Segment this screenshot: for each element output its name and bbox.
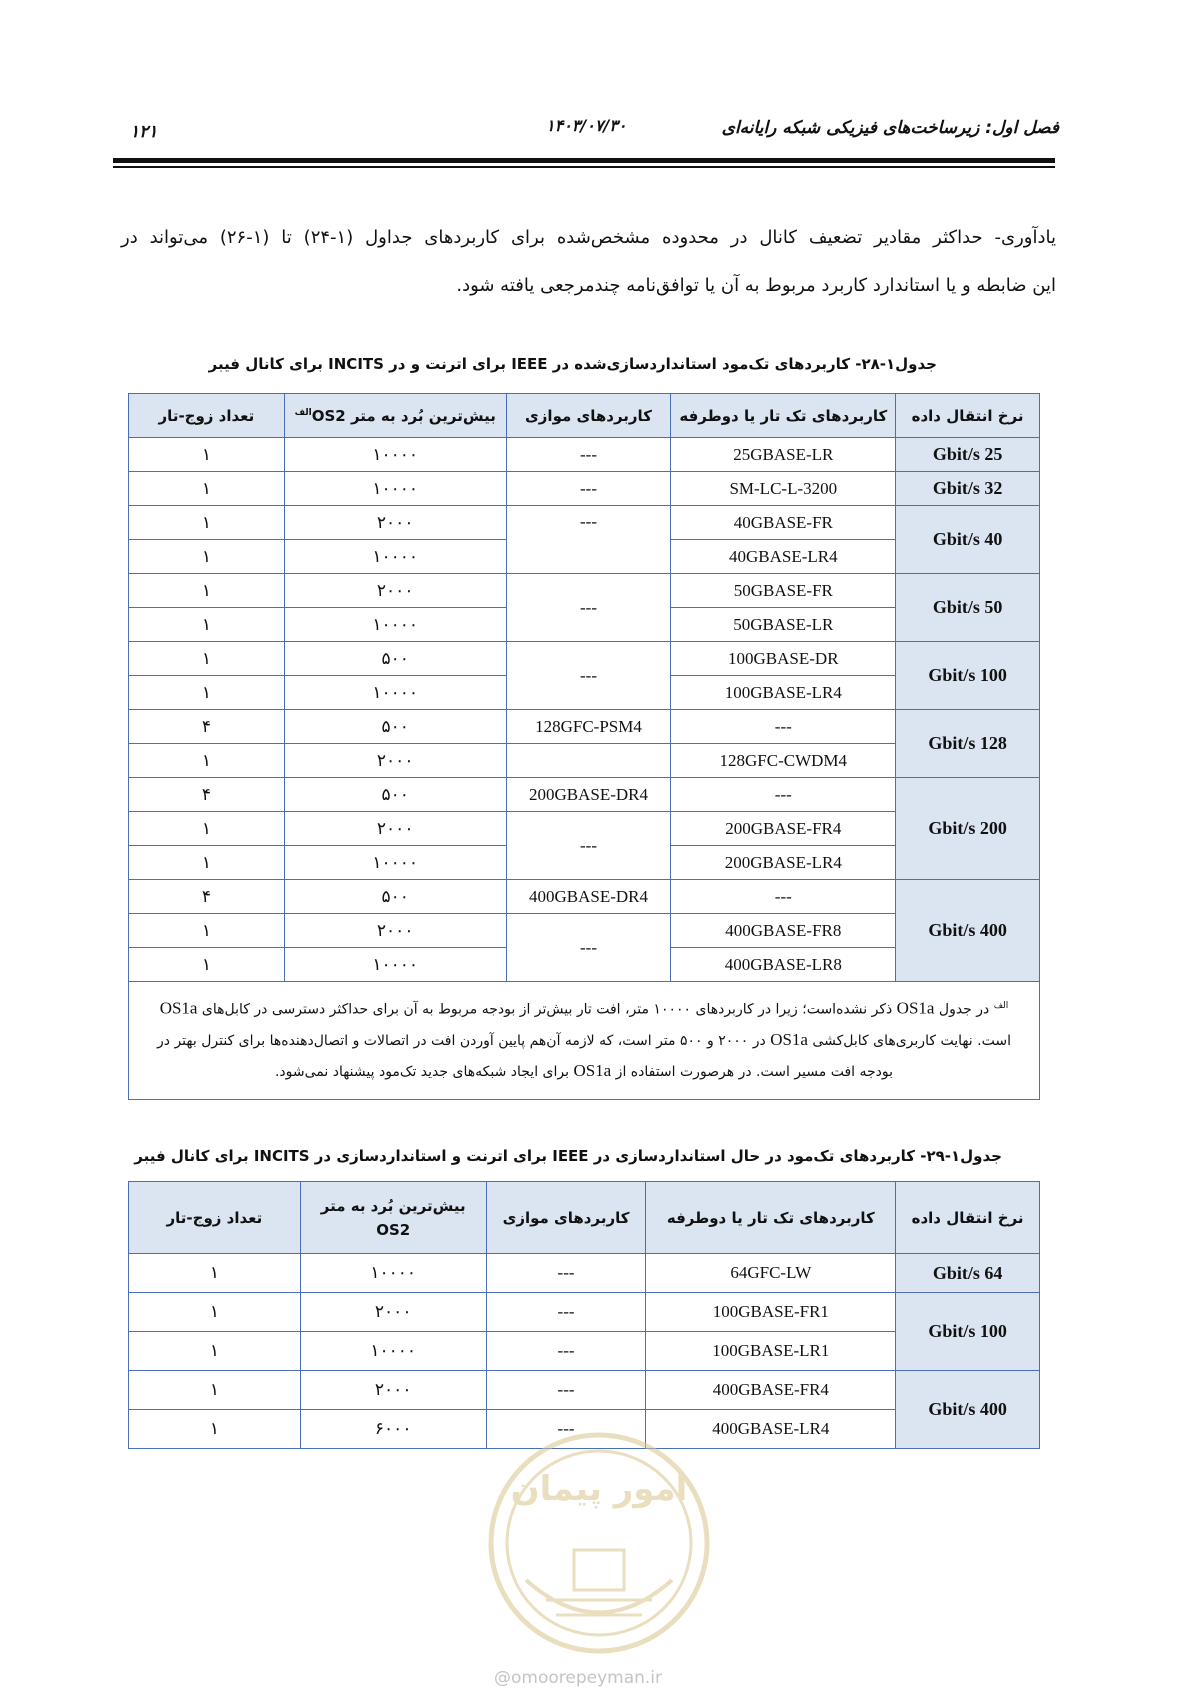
header-rate: نرخ انتقال داده: [896, 1182, 1040, 1254]
reach-cell: ۲۰۰۰: [300, 1293, 486, 1332]
reach-cell: ۱۰۰۰۰: [284, 608, 506, 642]
parallel-cell: 400GBASE-DR4: [506, 880, 671, 914]
parallel-cell: 128GFC-PSM4: [506, 710, 671, 744]
pairs-cell: ۴: [129, 778, 285, 812]
pairs-cell: ۱: [129, 540, 285, 574]
parallel-cell: ---: [506, 472, 671, 506]
rate-cell: 400 Gbit/s: [896, 880, 1040, 982]
table-1: [128, 393, 1040, 1100]
single-cell: 25GBASE-LR: [671, 438, 896, 472]
reach-cell: ۱۰۰۰۰: [284, 846, 506, 880]
header-rate: نرخ انتقال داده: [896, 394, 1040, 438]
single-cell: 100GBASE-LR1: [646, 1332, 896, 1371]
reach-cell: ۵۰۰: [284, 880, 506, 914]
pairs-cell: ۱: [129, 914, 285, 948]
single-cell: 100GBASE-LR4: [671, 676, 896, 710]
watermark-site: @omoorepeyman.ir: [494, 1668, 663, 1688]
rate-cell: 64 Gbit/s: [896, 1254, 1040, 1293]
intro-paragraph: [121, 214, 1056, 310]
reach-cell: ۲۰۰۰: [284, 574, 506, 608]
single-cell: 400GBASE-LR4: [646, 1410, 896, 1449]
table-1-caption: جدول۱-۲۸- کاربردهای تک‌مود استانداردسازی‌شده در IEEE برای اترنت و در INCITS برای کانال فیبر: [208, 355, 937, 373]
parallel-cell: ---: [506, 914, 671, 982]
single-cell: 400GBASE-FR4: [646, 1371, 896, 1410]
header-reach: بیش‌ترین بُرد به متر OS2: [300, 1182, 486, 1254]
single-cell: ---: [671, 778, 896, 812]
reach-cell: ۱۰۰۰۰: [284, 438, 506, 472]
parallel-cell: 200GBASE-DR4: [506, 778, 671, 812]
table-row: [129, 1254, 1040, 1293]
single-cell: 128GFC-CWDM4: [671, 744, 896, 778]
footnote-marker: الف: [294, 407, 312, 418]
reach-cell: ۱۰۰۰۰: [284, 676, 506, 710]
pairs-cell: ۱: [129, 472, 285, 506]
single-cell: 64GFC-LW: [646, 1254, 896, 1293]
parallel-cell: ---: [486, 1371, 646, 1410]
header-reach: بیش‌ترین بُرد به متر $OS2^{الف}$: [284, 394, 506, 438]
parallel-cell: ---: [506, 574, 671, 642]
reach-cell: ۲۰۰۰: [284, 812, 506, 846]
pairs-cell: ۱: [129, 574, 285, 608]
intro-line-1: یادآوری- حداکثر مقادیر تضعیف کانال در محدوده مشخص‌شده برای کاربردهای جداول (۱-۲۴) تا (۱-۲۶) می‌تواند در: [121, 227, 1056, 248]
pairs-cell: ۱: [129, 642, 285, 676]
parallel-cell: [506, 744, 671, 778]
single-cell: 200GBASE-LR4: [671, 846, 896, 880]
pairs-cell: ۱: [129, 1254, 301, 1293]
single-cell: 100GBASE-DR: [671, 642, 896, 676]
table-row: [129, 880, 1040, 914]
pairs-cell: ۴: [129, 880, 285, 914]
header-single: کاربردهای تک تار یا دوطرفه: [671, 394, 896, 438]
table-1-footnote: $^{الف}$ در جدول OS1a ذکر نشده‌است؛ زیرا در کاربردهای ۱۰۰۰۰ متر، افت تار بیش‌تر از بودجه مربوط به آن برای حداکثر دسترسی در کابل‌های OS1a است. نهایت کاربری‌های کابل‌کشی OS1a در ۲۰۰۰ و ۵۰۰ متر است، که لازمه آن‌هم پایین آوردن افت در اتصالات و اتصال‌دهنده‌ها برای کنترل بهتر در بودجه افت مسیر است. در هرصورت استفاده از OS1a برای ایجاد شبکه‌های جدید تک‌مود پیشنهاد نمی‌شود.: [129, 982, 1040, 1100]
pairs-cell: ۱: [129, 1371, 301, 1410]
reach-cell: ۲۰۰۰: [284, 744, 506, 778]
header-single: کاربردهای تک تار یا دوطرفه: [646, 1182, 896, 1254]
parallel-cell: ---: [486, 1293, 646, 1332]
parallel-cell: ---: [506, 812, 671, 880]
parallel-cell: ---: [506, 642, 671, 710]
intro-line-2: این ضابطه و یا استاندارد کاربرد مربوط به آن یا توافق‌نامه چندمرجعی یافته شود.: [456, 275, 1056, 296]
pairs-cell: ۴: [129, 710, 285, 744]
reach-cell: ۱۰۰۰۰: [284, 540, 506, 574]
reach-cell: ۱۰۰۰۰: [284, 472, 506, 506]
stamp-text: امور پیمان: [510, 1469, 688, 1509]
parallel-cell: ---: [506, 506, 671, 574]
table-row: [129, 438, 1040, 472]
table-row: [129, 574, 1040, 608]
single-cell: 200GBASE-FR4: [671, 812, 896, 846]
rate-cell: 400 Gbit/s: [896, 1371, 1040, 1449]
header-parallel: کاربردهای موازی: [486, 1182, 646, 1254]
single-cell: 100GBASE-FR1: [646, 1293, 896, 1332]
parallel-cell: ---: [506, 438, 671, 472]
table-row: [129, 1293, 1040, 1332]
rate-cell: 100 Gbit/s: [896, 642, 1040, 710]
reach-cell: ۱۰۰۰۰: [284, 948, 506, 982]
single-cell: 400GBASE-FR8: [671, 914, 896, 948]
single-cell: 40GBASE-FR: [671, 506, 896, 540]
rate-cell: 50 Gbit/s: [896, 574, 1040, 642]
pairs-cell: ۱: [129, 1410, 301, 1449]
rate-cell: 40 Gbit/s: [896, 506, 1040, 574]
parallel-cell: ---: [486, 1332, 646, 1371]
pairs-cell: ۱: [129, 812, 285, 846]
table-row: [129, 778, 1040, 812]
reach-cell: ۲۰۰۰: [284, 506, 506, 540]
rate-cell: 100 Gbit/s: [896, 1293, 1040, 1371]
footnote-marker: الف: [993, 1001, 1009, 1011]
rate-cell: 32 Gbit/s: [896, 472, 1040, 506]
parallel-cell: ---: [486, 1254, 646, 1293]
header-pairs: تعداد زوج-تار: [129, 1182, 301, 1254]
single-cell: 50GBASE-FR: [671, 574, 896, 608]
single-cell: ---: [671, 880, 896, 914]
header-date: ۱۴۰۳/۰۷/۳۰: [546, 116, 627, 135]
pairs-cell: ۱: [129, 744, 285, 778]
header-rule-thick: [113, 158, 1055, 163]
pairs-cell: ۱: [129, 1293, 301, 1332]
pairs-cell: ۱: [129, 608, 285, 642]
pairs-cell: ۱: [129, 846, 285, 880]
pairs-cell: ۱: [129, 1332, 301, 1371]
parallel-cell: ---: [486, 1410, 646, 1449]
table-row: [129, 642, 1040, 676]
header-rule-thin: [113, 166, 1055, 168]
single-cell: 40GBASE-LR4: [671, 540, 896, 574]
watermark-stamp: [486, 1430, 712, 1656]
reach-cell: ۵۰۰: [284, 642, 506, 676]
table-2: [128, 1181, 1040, 1449]
book-chapter-title: فصل اول: زیرساخت‌های فیزیکی شبکه رایانه‌ای: [721, 118, 1059, 138]
reach-cell: ۵۰۰: [284, 778, 506, 812]
reach-cell: ۱۰۰۰۰: [300, 1254, 486, 1293]
reach-cell: ۶۰۰۰: [300, 1410, 486, 1449]
table-row: [129, 506, 1040, 540]
pairs-cell: ۱: [129, 676, 285, 710]
table-row: [129, 472, 1040, 506]
table-2-caption: جدول۱-۲۹- کاربردهای تک‌مود در حال استانداردسازی در IEEE برای اترنت و استانداردسازی در INCITS برای کانال فیبر: [134, 1147, 1002, 1165]
reach-cell: ۲۰۰۰: [300, 1371, 486, 1410]
rate-cell: 200 Gbit/s: [896, 778, 1040, 880]
single-cell: ---: [671, 710, 896, 744]
rate-cell: 128 Gbit/s: [896, 710, 1040, 778]
reach-cell: ۱۰۰۰۰: [300, 1332, 486, 1371]
header-pairs: تعداد زوج-تار: [129, 394, 285, 438]
single-cell: 400GBASE-LR8: [671, 948, 896, 982]
table-row: [129, 710, 1040, 744]
page-number: ۱۲۱: [130, 122, 158, 142]
single-cell: 3200-SM-LC-L: [671, 472, 896, 506]
pairs-cell: ۱: [129, 506, 285, 540]
single-cell: 50GBASE-LR: [671, 608, 896, 642]
reach-cell: ۵۰۰: [284, 710, 506, 744]
header-parallel: کاربردهای موازی: [506, 394, 671, 438]
rate-cell: 25 Gbit/s: [896, 438, 1040, 472]
pairs-cell: ۱: [129, 948, 285, 982]
table-row: [129, 1371, 1040, 1410]
reach-cell: ۲۰۰۰: [284, 914, 506, 948]
pairs-cell: ۱: [129, 438, 285, 472]
